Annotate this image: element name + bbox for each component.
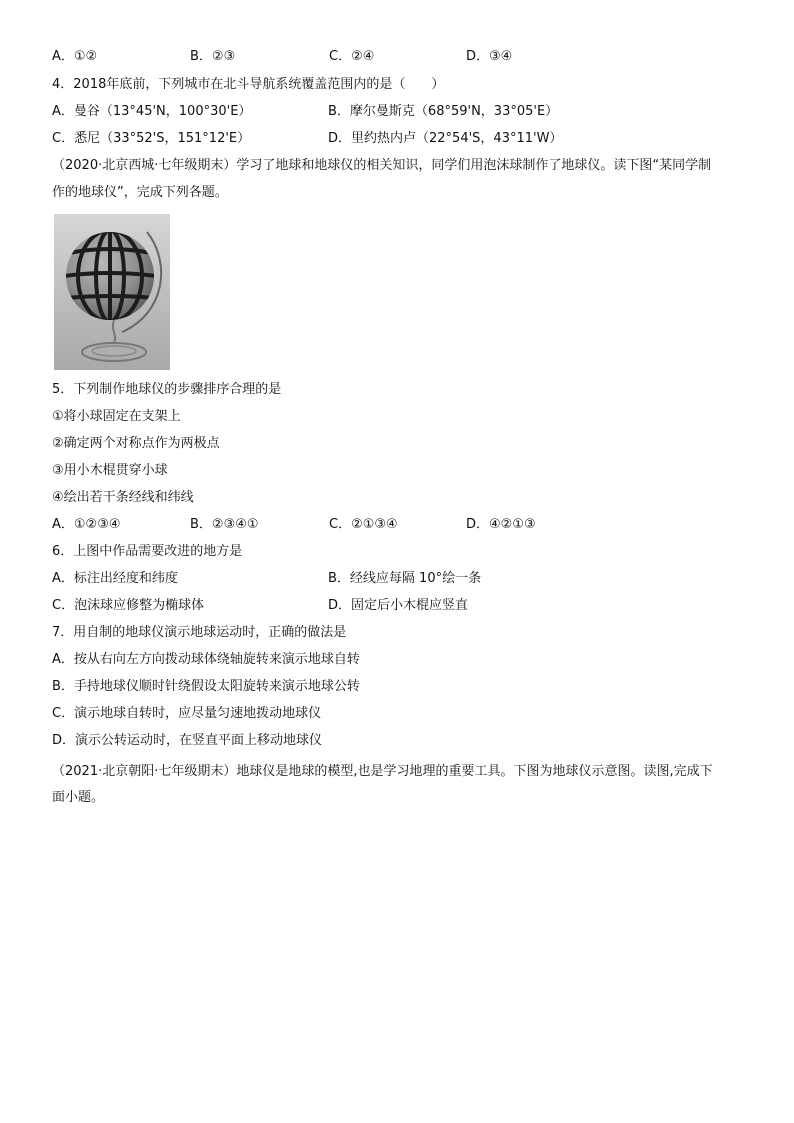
q5-step-1: ①将小球固定在支架上	[52, 409, 181, 424]
q5-options	[52, 516, 752, 534]
option-a: A．①②	[52, 49, 98, 64]
q4-option-d: D．里约热内卢（22°54'S，43°11'W）	[328, 131, 563, 146]
q5-option-c: C．②①③④	[329, 517, 398, 532]
q6-options-row1	[52, 570, 752, 588]
q5-option-a: A．①②③④	[52, 517, 121, 532]
q7-option-c: C．演示地球自转时，应尽量匀速地拨动地球仪	[52, 706, 322, 721]
option-c: C．②④	[329, 49, 375, 64]
q7-option-d: D．演示公转运动时，在竖直平面上移动地球仪	[52, 733, 323, 748]
q4-option-c: C．悉尼（33°52'S，151°12'E）	[52, 131, 251, 146]
q5-step-4: ④绘出若干条经线和纬线	[52, 490, 194, 505]
q4-option-a: A．曼谷（13°45'N，100°30'E）	[52, 104, 252, 119]
q4-stem: 4．2018年底前，下列城市在北斗导航系统覆盖范围内的是（ ）	[52, 77, 445, 92]
q4-options-row2	[52, 130, 752, 148]
context1-line2: 作的地球仪”，完成下列各题。	[52, 185, 228, 200]
q6-stem: 6．上图中作品需要改进的地方是	[52, 544, 243, 559]
q6-option-a: A．标注出经度和纬度	[52, 571, 178, 586]
context2-line2: 面小题。	[52, 790, 105, 805]
q6-option-b: B．经线应每隔 10°绘一条	[328, 571, 482, 586]
q6-option-c: C．泡沫球应修整为椭球体	[52, 598, 205, 613]
option-d: D．③④	[466, 49, 513, 64]
prev-question-options	[52, 48, 752, 66]
q6-options-row2	[52, 597, 752, 615]
q5-option-d: D．④②①③	[466, 517, 536, 532]
q4-options-row1	[52, 103, 752, 121]
q5-option-b: B．②③④①	[190, 517, 259, 532]
context2-line1: （2021·北京朝阳·七年级期末）地球仪是地球的模型,也是学习地理的重要工具。下图为地球仪示意图。读图,完成下	[52, 764, 713, 779]
q7-option-b: B．手持地球仪顺时针绕假设太阳旋转来演示地球公转	[52, 679, 360, 694]
option-b: B．②③	[190, 49, 236, 64]
q5-step-2: ②确定两个对称点作为两极点	[52, 436, 220, 451]
q5-stem: 5．下列制作地球仪的步骤排序合理的是	[52, 382, 282, 397]
q6-option-d: D．固定后小木棍应竖直	[328, 598, 469, 613]
q7-option-a: A．按从右向左方向拨动球体绕轴旋转来演示地球自转	[52, 652, 360, 667]
context1-line1: （2020·北京西城·七年级期末）学习了地球和地球仪的相关知识，同学们用泡沫球制作了地球仪。读下图“某同学制	[52, 158, 712, 173]
q4-option-b: B．摩尔曼斯克（68°59'N，33°05'E）	[328, 104, 559, 119]
q5-step-3: ③用小木棍贯穿小球	[52, 463, 168, 478]
homemade-globe-photo	[54, 214, 170, 370]
q7-stem: 7．用自制的地球仪演示地球运动时，正确的做法是	[52, 625, 347, 640]
